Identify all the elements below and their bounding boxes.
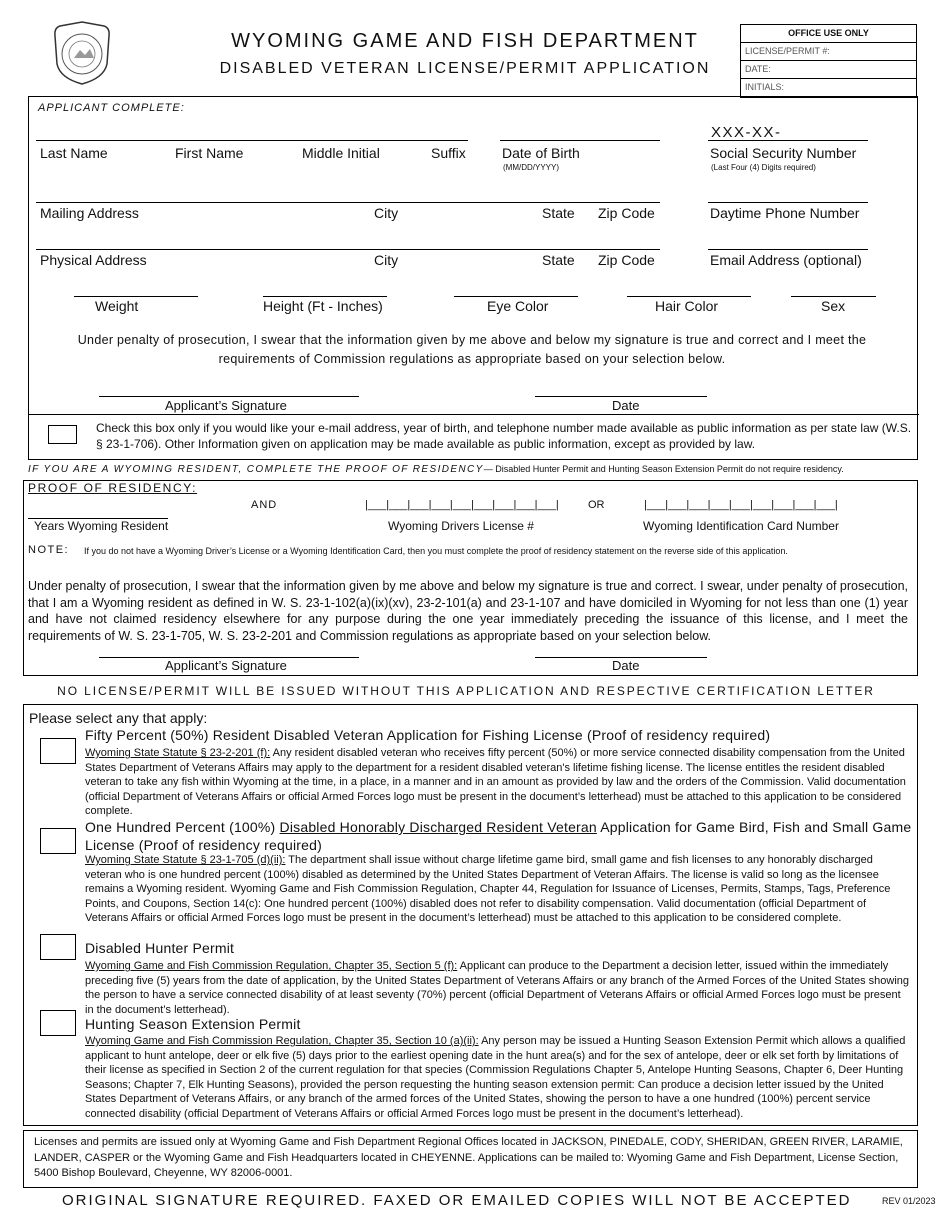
option-gamebird-100-title xyxy=(85,818,913,854)
eye-color-label: Eye Color xyxy=(487,298,549,314)
page-title: WYOMING GAME AND FISH DEPARTMENT xyxy=(231,30,699,52)
residency-banner-main: IF YOU ARE A WYOMING RESIDENT, COMPLETE THE PROOF OF RESIDENCY xyxy=(28,464,484,475)
last-name-label: Last Name xyxy=(40,145,108,161)
option-gamebird-100-title-underlined: Disabled Honorably Discharged Resident Veteran xyxy=(279,819,597,835)
option-fishing-50-title: Fifty Percent (50%) Resident Disabled Veteran Application for Fishing License (Proof of residency required) xyxy=(85,727,771,743)
sex-line[interactable] xyxy=(791,296,876,297)
options-prompt: Please select any that apply: xyxy=(29,710,208,726)
sex-label: Sex xyxy=(821,298,846,314)
office-date-field: DATE: xyxy=(741,61,916,79)
physical-city-label: City xyxy=(374,252,399,268)
eye-color-line[interactable] xyxy=(454,296,578,297)
option-disabled-hunter-text xyxy=(85,959,912,1017)
id-card-label: Wyoming Identification Card Number xyxy=(643,519,839,533)
hair-color-line[interactable] xyxy=(627,296,751,297)
dob-format: (MM/DD/YYYY) xyxy=(503,163,559,172)
middle-initial-label: Middle Initial xyxy=(302,145,380,161)
years-resident-label: Years Wyoming Resident xyxy=(34,519,169,533)
daytime-phone-label: Daytime Phone Number xyxy=(710,205,860,221)
public-info-text: Check this box only if you would like your e-mail address, year of birth, and telephone number made available as public information as per state law (W.S. § 23-1-706). Other Information given on application may be made available as public information, except as provided by law. xyxy=(96,421,912,451)
applicant-oath: Under penalty of prosecution, I swear that the information given by me above and below my signature is true and correct and I meet the requirements of Commission regulations as appropriate based on your selection below. xyxy=(77,333,867,366)
height-line[interactable] xyxy=(263,296,387,297)
option-gamebird-100-statute: Wyoming State Statute § 23-1-705 (d)(ii): xyxy=(85,854,286,866)
mailing-address-label: Mailing Address xyxy=(40,205,139,221)
applicant-signature-line[interactable] xyxy=(99,396,359,397)
residency-banner xyxy=(28,464,844,475)
office-license-field: LICENSE/PERMIT #: xyxy=(741,43,916,61)
physical-zip-label: Zip Code xyxy=(598,252,655,268)
option-extension-permit-title: Hunting Season Extension Permit xyxy=(85,1016,301,1032)
signature-required-notice: ORIGINAL SIGNATURE REQUIRED. FAXED OR EMAILED COPIES WILL NOT BE ACCEPTED xyxy=(62,1192,852,1209)
physical-address-label: Physical Address xyxy=(40,252,147,268)
hair-color-label: Hair Color xyxy=(655,298,719,314)
drivers-license-boxes[interactable]: |___|___|___|___|___|___|___|___|___| xyxy=(365,499,559,511)
name-line[interactable] xyxy=(36,140,468,141)
office-use-title: OFFICE USE ONLY xyxy=(741,25,916,43)
physical-state-label: State xyxy=(542,252,575,268)
residency-banner-note: — Disabled Hunter Permit and Hunting Season Extension Permit do not require residency. xyxy=(483,464,844,474)
option-extension-permit-text xyxy=(85,1034,912,1121)
note-text: If you do not have a Wyoming Driver’s License or a Wyoming Identification Card, then you must complete the proof of residency statement on the reverse side of this application. xyxy=(84,546,788,556)
height-label: Height (Ft - Inches) xyxy=(263,298,383,314)
applicant-heading: APPLICANT COMPLETE: xyxy=(38,102,185,114)
ssn-note: (Last Four (4) Digits required) xyxy=(711,163,816,172)
option-gamebird-100-title-a: One Hundred Percent (100%) xyxy=(85,819,280,835)
dob-label: Date of Birth xyxy=(502,145,580,161)
residency-date-label: Date xyxy=(612,658,640,673)
applicant-signature-label: Applicant’s Signature xyxy=(165,398,287,413)
weight-line[interactable] xyxy=(74,296,198,297)
option-extension-permit-statute: Wyoming Game and Fish Commission Regulation, Chapter 35, Section 10 (a)(ii): xyxy=(85,1035,479,1047)
option-fishing-50-checkbox[interactable] xyxy=(40,738,76,764)
option-extension-permit-checkbox[interactable] xyxy=(40,1010,76,1036)
option-fishing-50-statute: Wyoming State Statute § 23-2-201 (f): xyxy=(85,747,271,759)
public-info-checkbox[interactable] xyxy=(48,425,77,444)
residency-signature-label: Applicant’s Signature xyxy=(165,658,287,673)
first-name-label: First Name xyxy=(175,145,244,161)
email-line[interactable] xyxy=(708,249,868,250)
physical-address-line[interactable] xyxy=(36,249,660,250)
option-disabled-hunter-title: Disabled Hunter Permit xyxy=(85,940,235,956)
dob-line[interactable] xyxy=(500,140,660,141)
mailing-zip-label: Zip Code xyxy=(598,205,655,221)
residency-oath: Under penalty of prosecution, I swear that the information given by me above and below my signature is true and correct. I swear, under penalty of prosecution, that I am a Wyoming resident as defined in W. S. 23-1-102(a)(ix)(xv), 23-2-101(a) and 23-1-107 and have domiciled in Wyoming for not less than one (1) year and have not claimed residency elsewhere for any purpose during the one year immediately preceding the issuance of this license, and I meet the requirements of W. S. 23-1-705, W. S. 23-2-201 and Commission regulations as appropriate based on your selection below. xyxy=(28,579,908,643)
ssn-prefix: XXX-XX- xyxy=(711,124,782,141)
drivers-license-label: Wyoming Drivers License # xyxy=(388,519,534,533)
email-label: Email Address (optional) xyxy=(710,252,862,268)
weight-label: Weight xyxy=(95,298,139,314)
option-gamebird-100-checkbox[interactable] xyxy=(40,828,76,854)
ssn-label: Social Security Number xyxy=(710,145,857,161)
option-disabled-hunter-body: Applicant can produce to the Department a decision letter, issued within the immediately preceding five (5) years from the date of application, by the United States Department of Veterans Affairs or any branch of the Armed Forces of the United States showing the person to have a service connected disability of at least seventy (70%) percent (official Department of Veterans Affairs or official Armed Forces logo must be present in the document’s letterhead). xyxy=(85,960,910,1016)
option-gamebird-100-body: The department shall issue without charge lifetime game bird, small game and fish licenses to any honorably discharged veteran who is one hundred percent (100%) disabled as determined by the United States Department of Veteran Affairs. The license is valid so long as the licensee remains a Wyoming resident. Wyoming Game and Fish Commission Regulation, Chapter 44, Regulation for Issuance of Licenses, Permits, Stamps, Tags, Preference Points, and Coupons, Section 14(c): One hundred percent (100%) disabled does not refer to disability compensation. Valid documentation (official Department of Veterans Affairs or official Armed Forces logo must be present in the document’s letterhead) must be attached to this application to be considered complete. xyxy=(85,854,891,924)
ssn-line[interactable] xyxy=(708,140,868,141)
office-locations-text: Licenses and permits are issued only at Wyoming Game and Fish Department Regional Offices located in JACKSON, PINEDALE, CODY, SHERIDAN, GREEN RIVER, LARAMIE, LANDER, CASPER or the Wyoming Game and Fish Headquarters located in CHEYENNE. Applications can be mailed to: Wyoming Game and Fish Department, License Section, 5400 Bishop Boulevard, Cheyenne, WY 82006-0001. xyxy=(34,1136,903,1179)
option-disabled-hunter-statute: Wyoming Game and Fish Commission Regulation, Chapter 35, Section 5 (f): xyxy=(85,960,458,972)
option-disabled-hunter-checkbox[interactable] xyxy=(40,934,76,960)
mailing-address-line[interactable] xyxy=(36,202,660,203)
option-extension-permit-body: Any person may be issued a Hunting Season Extension Permit which allows a qualified applicant to hunt antelope, deer or elk five (5) days prior to the earliest opening date in the hunt area(s) and for the sex of antelope, deer or elk set forth by limitations of their license as specified in Section 2 of the current regulation for that species (Commission Regulations Chapter 5, Antelope Hunting Seasons, Chapter 6, Deer Hunting Seasons; Chapter 7, Elk Hunting Seasons), provided the person requesting the hunting season extension permit: Can produce a decision letter issued by the United States Department of Veterans Affairs, or any branch of the armed forces of the United States, showing the person to have a one hundred (100%) percent service connected disability (official Department of Veterans Affairs or official Armed Forces logo must be present in the document’s letterhead). xyxy=(85,1035,906,1120)
option-gamebird-100-text xyxy=(85,853,912,926)
suffix-label: Suffix xyxy=(431,145,466,161)
note-label: NOTE: xyxy=(28,544,70,556)
id-card-boxes[interactable]: |___|___|___|___|___|___|___|___|___| xyxy=(644,499,838,511)
mailing-state-label: State xyxy=(542,205,575,221)
residency-heading: PROOF OF RESIDENCY: xyxy=(28,481,198,495)
option-gamebird-100-title-b: Application for Game Bird, Fish and Small Game License (Proof of residency required) xyxy=(85,819,912,853)
mailing-city-label: City xyxy=(374,205,399,221)
page-subtitle: DISABLED VETERAN LICENSE/PERMIT APPLICATION xyxy=(219,60,711,77)
no-license-banner: NO LICENSE/PERMIT WILL BE ISSUED WITHOUT THIS APPLICATION AND RESPECTIVE CERTIFICATION LETTER xyxy=(57,684,875,698)
office-use-box xyxy=(740,24,917,98)
option-fishing-50-text xyxy=(85,746,912,819)
applicant-date-label: Date xyxy=(612,398,640,413)
phone-line[interactable] xyxy=(708,202,868,203)
option-fishing-50-body: Any resident disabled veteran who receives fifty percent (50%) or more service connected disability compensation from the United States Department of Veterans Affairs may apply to the department for a resident disabled veteran's lifetime fishing license. The license entitles the resident disabled veteran to take any fish within Wyoming at the time, in a place, in a manner and in an amount as provided by law and the orders of the Commission. Valid documentation (official Department of Veterans Affairs or official Armed Forces logo must be present in the document’s letterhead) must be attached to this application to be considered complete. xyxy=(85,747,906,817)
and-label: AND xyxy=(251,499,278,511)
public-info-divider xyxy=(28,414,919,415)
office-initials-field: INITIALS: xyxy=(745,82,785,92)
revision-label: REV 01/2023 xyxy=(882,1196,936,1206)
or-label: OR xyxy=(588,499,605,511)
applicant-date-line[interactable] xyxy=(535,396,707,397)
